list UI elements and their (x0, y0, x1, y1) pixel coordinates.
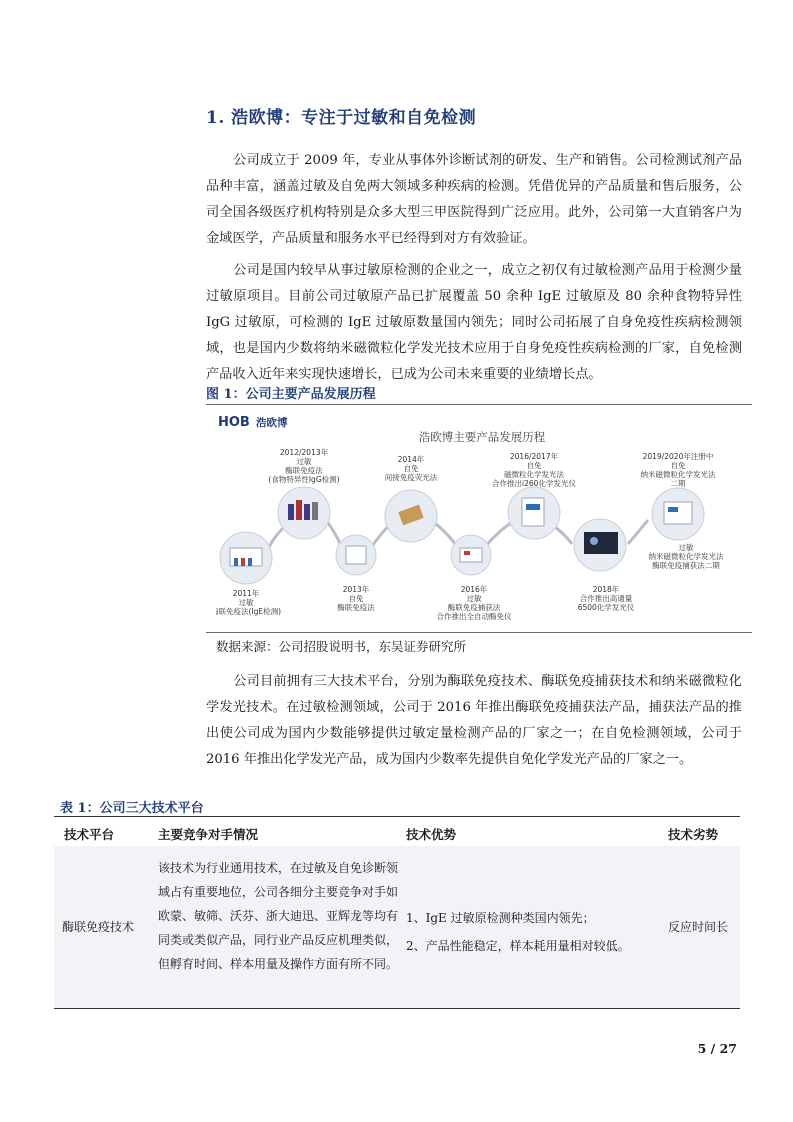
svg-text:酶联免疫捕获法: 酶联免疫捕获法 (447, 603, 501, 612)
svg-text:纳米磁微粒化学发光法: 纳米磁微粒化学发光法 (648, 552, 724, 561)
svg-text:合作推出i260化学发光仪: 合作推出i260化学发光仪 (492, 479, 576, 488)
svg-text:酶联免疫法: 酶联免疫法 (285, 466, 323, 475)
svg-text:自免: 自免 (526, 461, 542, 470)
svg-text:合作推出全自动酶免仪: 合作推出全自动酶免仪 (436, 612, 512, 621)
page-number: 5 / 27 (697, 1041, 737, 1056)
milestone-product-images (220, 487, 704, 584)
svg-text:(食物特异性IgG检测): (食物特异性IgG检测) (268, 475, 340, 484)
advantage-cell: 1、IgE 过敏原检测种类国内领先； 2、产品性能稳定，样本耗用量相对较低。 (406, 911, 630, 953)
svg-text:过敏: 过敏 (296, 457, 312, 466)
paragraph-1: 公司成立于 2009 年，专业从事体外诊断试剂的研发、生产和销售。公司检测试剂产品品种丰富，涵盖过敏及自免两大领域多种疾病的检测。凭借优异的产品质量和售后服务，公司全国各级医疗机构特别是众多大型三甲医院得到广泛应用。此外，公司第一大直销客户为金域医学，产品质量和服务水平已经得到对方有效验证。 (206, 153, 742, 246)
competition-cell: 该技术为行业通用技术，在过敏及自免诊断领域占有重要地位，公司各细分主要竞争对手如欧蒙、敏筛、沃芬、浙大迪迅、亚辉龙等均有同类或类似产品，同行业产品反应机理类似，但孵育时间、样本用量及操作方面有所不同。 (158, 861, 399, 971)
svg-text:纳米磁微粒化学发光法: 纳米磁微粒化学发光法 (640, 470, 716, 479)
svg-text:间接免疫荧光法: 间接免疫荧光法 (384, 473, 438, 482)
milestone-year: 2013年 (342, 585, 370, 594)
disadvantage-cell: 反应时间长 (668, 920, 729, 934)
svg-text:酶联免疫捕获法二期: 酶联免疫捕获法二期 (652, 561, 720, 570)
table-header (54, 816, 740, 848)
paragraph-3: 公司目前拥有三大技术平台，分别为酶联免疫技术、酶联免疫捕获技术和纳米磁微粒化学发光技术。在过敏检测领域，公司于 2016 年推出酶联免疫捕获法产品，捕获法产品的推出使公司成为国内少数能够提供过敏定量检测产品的厂家之一；在自免检测领域，公司于 2016 年推出化学发光产品，成为国内少数率先提供自免化学发光产品的厂家之一。 (206, 674, 742, 767)
product-timeline-figure (216, 408, 749, 630)
table-header-cell: 主要竞争对手情况 (158, 827, 259, 842)
table-header-cell: 技术平台 (64, 827, 115, 842)
table-title: 表 1：公司三大技术平台 (60, 801, 204, 816)
table-row (54, 846, 740, 1009)
svg-text:自免: 自免 (670, 461, 686, 470)
figure-source: 数据来源：公司招股说明书，东吴证券研究所 (216, 639, 467, 654)
svg-text:合作推出高通量: 合作推出高通量 (579, 594, 633, 603)
svg-text:二期: 二期 (670, 479, 686, 488)
svg-text:过敏: 过敏 (678, 543, 694, 552)
milestone-year: 2014年 (397, 455, 425, 464)
svg-text:酶联免疫法: 酶联免疫法 (337, 603, 375, 612)
milestone-year: 2012/2013年 (279, 448, 329, 457)
table-header-cell: 技术劣势 (668, 827, 719, 842)
milestone-year: 2019/2020年注册中 (642, 452, 714, 461)
paragraph-2: 公司是国内较早从事过敏原检测的企业之一，成立之初仅有过敏检测产品用于检测少量过敏原项目。目前公司过敏原产品已扩展覆盖 50 余种 IgE 过敏原及 80 余种食物特异性 IgG 过敏原，可检测的 IgE 过敏原数量国内领先；同时公司拓展了自身免疫性疾病检测领域，也是国内少数将纳米磁微粒化学发光技术应用于自身免疫性疾病检测的厂家，自免检测产品收入近年来实现快速增长，已成为公司未来重要的业绩增长点。 (206, 263, 742, 382)
figure-bottom-rule (206, 632, 752, 633)
section-title: 1. 浩欧博：专注于过敏和自免检测 (206, 108, 477, 128)
milestone-year: 2018年 (592, 585, 620, 594)
table-header-cell: 技术优势 (406, 827, 457, 842)
svg-text:过敏: 过敏 (238, 598, 254, 607)
figure-top-rule (206, 404, 752, 405)
svg-text:酶联免疫法(IgE检测): 酶联免疫法(IgE检测) (216, 607, 282, 616)
svg-text:过敏: 过敏 (466, 594, 482, 603)
hob-logo: HOB (218, 415, 250, 430)
timeline-title: 浩欧博主要产品发展历程 (418, 430, 546, 444)
svg-text:自免: 自免 (403, 464, 419, 473)
svg-text:自免: 自免 (348, 594, 364, 603)
svg-text:磁微粒化学发光法: 磁微粒化学发光法 (504, 470, 564, 479)
svg-text:6500化学发光仪: 6500化学发光仪 (577, 603, 635, 612)
figure-title: 图 1：公司主要产品发展历程 (206, 387, 376, 402)
platform-cell: 酶联免疫技术 (62, 920, 135, 934)
milestone-year: 2016年 (460, 585, 488, 594)
milestone-year: 2011年 (232, 589, 260, 598)
hob-logo-text: 浩欧博 (256, 417, 288, 429)
milestone-year: 2016/2017年 (509, 452, 559, 461)
